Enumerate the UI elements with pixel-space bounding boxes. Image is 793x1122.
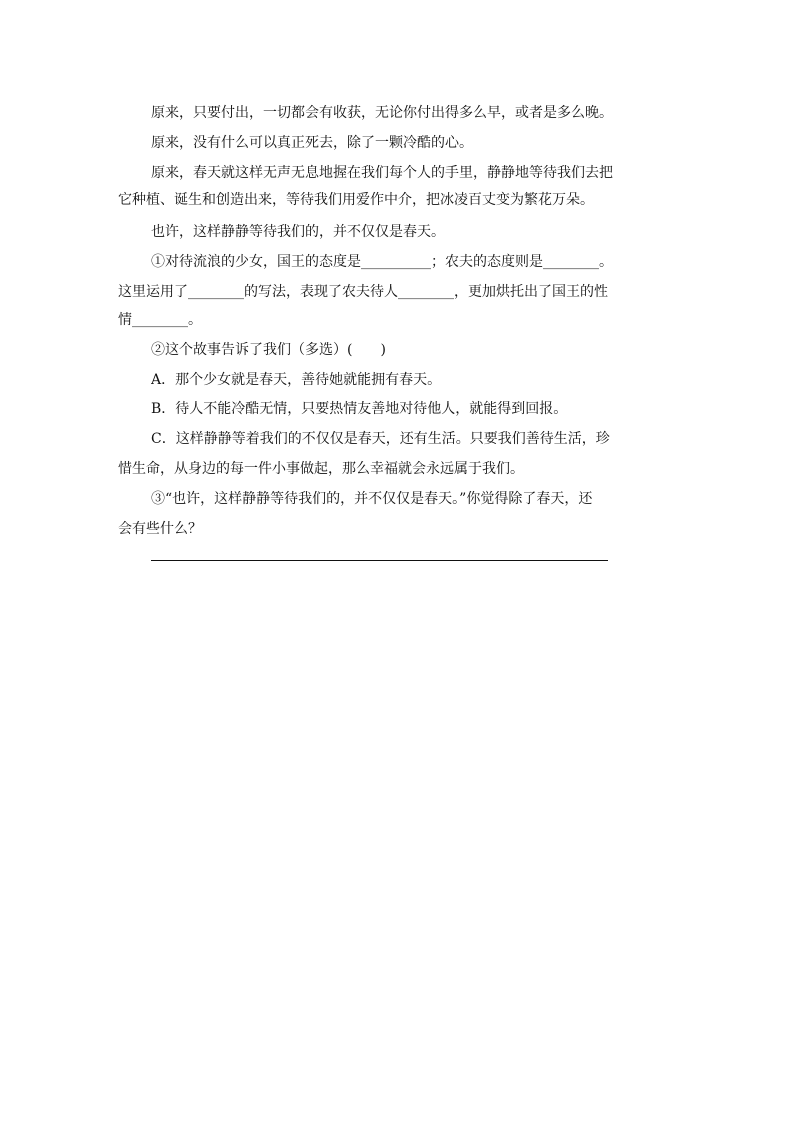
question-2-option-a: A．那个少女就是春天，善待她就能拥有春天。 [151, 372, 442, 388]
question-1-line-1: ①对待流浪的少女，国王的态度是__________；农夫的态度则是________。 [151, 254, 613, 270]
passage-paragraph-2: 原来，没有什么可以真正死去，除了一颗冷酷的心。 [151, 135, 473, 151]
answer-line [151, 560, 608, 561]
passage-paragraph-3-line-2: 它种植、诞生和创造出来，等待我们用爱作中介，把冰凌百丈变为繁花万朵。 [118, 192, 594, 208]
question-1-line-2: 这里运用了________的写法，表现了农夫待人________，更加烘托出了国王的性 [118, 284, 608, 300]
question-2-option-c-line-2: 惜生命，从身边的每一件小事做起，那么幸福就会永远属于我们。 [118, 461, 524, 477]
question-2: ②这个故事告诉了我们（多选）( ) [151, 342, 386, 358]
question-1-line-3: 情________。 [118, 312, 202, 328]
passage-paragraph-3-line-1: 原来，春天就这样无声无息地握在我们每个人的手里，静静地等待我们去把 [151, 165, 613, 181]
passage-paragraph-4: 也许，这样静静等待我们的，并不仅仅是春天。 [151, 224, 445, 240]
question-3-line-2: 会有些什么？ [118, 521, 202, 537]
question-2-option-b: B．待人不能冷酷无情，只要热情友善地对待他人，就能得到回报。 [151, 401, 568, 417]
question-2-option-c-line-1: C．这样静静等着我们的不仅仅是春天，还有生活。只要我们善待生活，珍 [151, 431, 610, 447]
passage-paragraph-1: 原来，只要付出，一切都会有收获，无论你付出得多么早，或者是多么晚。 [151, 105, 613, 121]
question-3-line-1: ③“也许，这样静静等待我们的，并不仅仅是春天。”你觉得除了春天，还 [151, 491, 593, 507]
